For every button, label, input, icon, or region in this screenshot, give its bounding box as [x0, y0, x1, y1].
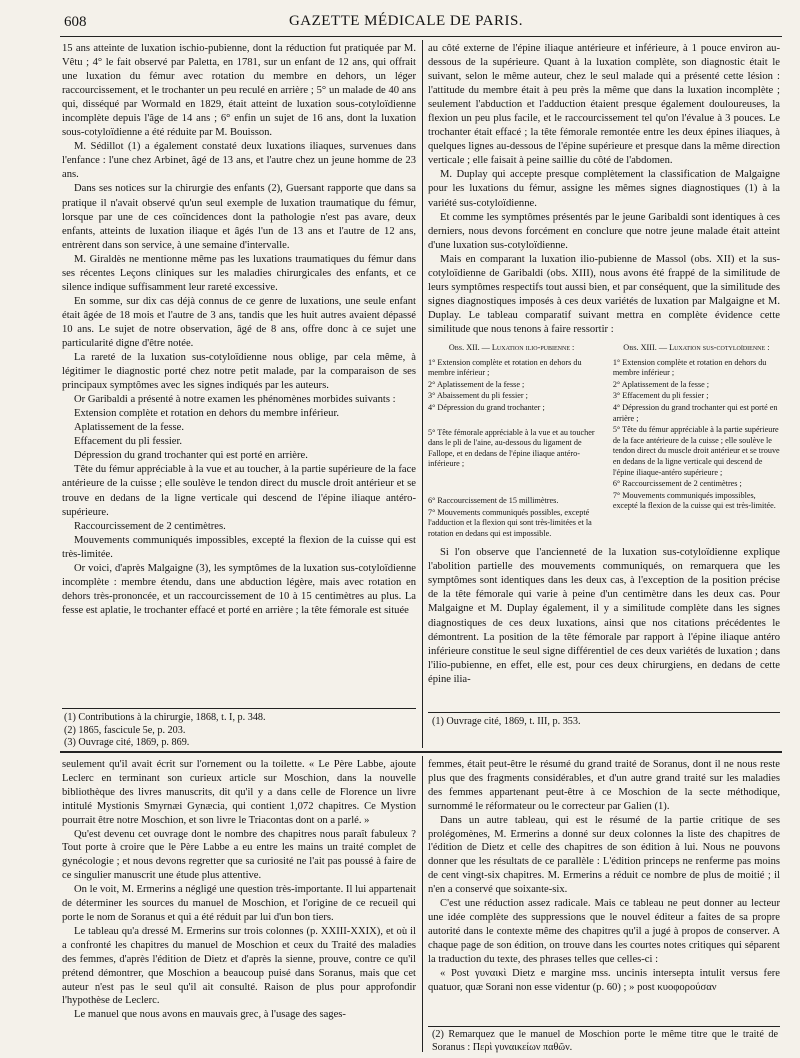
paragraph: seulement qu'il avait écrit sur l'ornement ou la toilette. « Le Père Labbe, ajoute Leclerc en terminant son curieux article sur Moschion, dans la nouvelle bibliothèque des livres manuscrits, dit qu'il y a dans celle de Florence un livre intitulé Mystionis Smyrnæi Gynæcia, qui contient 1,072 chapitres. Ce Mystion pourrait être notre Moschion, et son livre le Triacontas dont on a parlé. » — [62, 759, 416, 826]
footnote-rule-lower-right — [428, 1026, 780, 1027]
footnote: (2) 1865, fascicule 5e, p. 203. — [64, 724, 186, 736]
upper-left-footnotes — [64, 712, 414, 750]
table-row: 4° Dépression du grand trochanter qui est porté en arrière ; — [612, 402, 778, 423]
table-row: 2° Aplatissement de la fesse ; — [428, 379, 525, 389]
footnote: (1) Contributions à la chirurgie, 1868, t. I, p. 348. — [64, 712, 266, 723]
paragraph: Le manuel que nous avons en mauvais grec, à l'usage des sages- — [74, 1009, 346, 1021]
table-row: 3° Effacement du pli fessier ; — [612, 391, 709, 401]
paragraph: On le voit, M. Ermerins a négligé une question très-importante. Il lui appartenait de déterminer les sources du manuel de Moschion, et l'origine de ce recueil qui porte le nom de Soranus et qui a été réduit par lui d'un bon tiers. — [62, 884, 416, 923]
upper-left-column — [62, 42, 416, 618]
paragraph: En somme, sur dix cas déjà connus de ce genre de luxations, une seule enfant était âgée de 18 mois et l'autre de 3 ans, tandis que les huit autres avaient dépassé 10 ans. Le sujet de notre observation, âgé de 8 ans, offre donc à ce sujet une particularité digne d'être notée. — [62, 295, 416, 349]
paragraph: M. Duplay qui accepte presque complètement la classification de Malgaigne pour les luxations du fémur, assigne les mêmes signes diagnostiques (1) à la variété sus-cotyloïdienne. — [428, 169, 780, 209]
upper-right-column — [428, 42, 780, 687]
paragraph: M. Sédillot (1) a également constaté deux luxations iliaques, survenues dans l'enfance : l'une chez Arbinet, âgé de 13 ans, et l'autre chez un jeune homme de 23 ans. — [62, 141, 416, 181]
comparison-table — [428, 343, 780, 540]
lower-left-column — [62, 758, 416, 1022]
paragraph: Mais en comparant la luxation ilio-pubienne de Massol (obs. XII) et la sus-cotyloïdienne de Garibaldi (obs. XIII), nous avons été frappé de la similitude de leurs symptômes respectifs tout aussi bien, et par conséquent, que la similitude des signes diagnostiques imposés à ces deux variétés de luxation par Malgaigne et M. Duplay. Le tableau comparatif suivant mettra en complète évidence cette similitude que nous tenons à faire ressortir : — [428, 253, 780, 335]
paragraph: Et comme les symptômes présentés par le jeune Garibaldi sont identiques à ces derniers, nous devons forcément en conclure que notre jeune malade était atteint d'une luxation sus-cotyloïdienne. — [428, 211, 780, 251]
table-row: 3° Abaissement du pli fessier ; — [428, 391, 528, 401]
table-row: 5° Tête fémorale appréciable à la vue et au toucher dans le pli de l'aine, au-dessous du ligament de Fallope, et en dedans de l'épine iliaque antéro-inférieure ; — [428, 427, 595, 469]
symptom-line: Effacement du pli fessier. — [74, 436, 183, 448]
table-row: 1° Extension complète et rotation en dehors du membre inférieur ; — [428, 357, 582, 378]
table-row: 6° Raccourcissement de 2 centimètres ; — [612, 479, 742, 489]
paragraph: Le tableau qu'a dressé M. Ermerins sur trois colonnes (p. XXIII-XXIX), et où il a confronté les chapitres du manuel de Moschion et ceux du Traité des maladies des femmes, d'après l'édition de Dietz et d'après la sienne, prouve, contre ce qu'il prétend démontrer, que Moschion a beaucoup puisé dans Soranus, mais que cet auteur n'est pas le seul qu'il ait consulté. Raison de plus pour approfondir l'hypothèse de Leclerc. — [62, 925, 416, 1007]
table-row: 7° Mouvements communiqués possibles, excepté l'adduction et la flexion qui sont très-limitées et la rotation en dedans qui est impossible. — [428, 507, 592, 538]
paragraph: Dans ses notices sur la chirurgie des enfants (2), Guersant rapporte que dans sa pratique il n'avait observé qu'un seul exemple de luxation traumatique du fémur, lorsque par une de ces coïncidences dont la pathologie n'est pas avare, deux enfants, atteints de luxation iliaque et âgés l'un de 13 ans et l'autre de 12 ans, entrèrent dans son service, à une semaine d'intervalle. — [62, 183, 416, 251]
column-divider-lower — [422, 756, 423, 1052]
table-column-obs-xii — [428, 343, 595, 540]
footnote: (2) Remarquez que le manuel de Moschion porte le même titre que le traité de Soranus : Περὶ γυναικείων παθῶν. — [432, 1029, 778, 1053]
paragraph: Qu'est devenu cet ouvrage dont le nombre des chapitres nous paraît fabuleux ? Tout porte à croire que le Père Labbe a eu entre les mains un traité complet de gynécologie ; et nous devons regretter que sa curiosité ne l'ait pas poussé à faire de ce singulier manuscrit une étude plus attentive. — [62, 828, 416, 882]
paragraph: Or Garibaldi a présenté à notre examen les phénomènes morbides suivants : — [74, 394, 396, 406]
footnote: (1) Ouvrage cité, 1869, t. III, p. 353. — [432, 716, 581, 727]
page-number: 608 — [64, 14, 87, 30]
symptom-line: Dépression du grand trochanter qui est porté en arrière. — [74, 450, 308, 462]
paragraph: M. Giraldès ne mentionne même pas les luxations traumatiques du fémur dans ses récentes Leçons cliniques sur les maladies chirurgicales des enfants, et ce silence indique suffisamment leur rareté excessive. — [62, 253, 416, 293]
table-row: 1° Extension complète et rotation en dehors du membre inférieur ; — [612, 357, 767, 378]
paragraph: femmes, était peut-être le résumé du grand traité de Soranus, dont il ne nous reste plus que des fragments considérables, et d'un autre grand traité sur les maladies des femmes appartenant peut-être à ce Moschion de la secte méthodique, surnommé le réformateur ou le correcteur par Galien (1). — [428, 759, 780, 812]
upper-right-footnotes — [432, 716, 778, 729]
footnote-rule-right — [428, 712, 780, 713]
table-heading: Obs. XII. — Luxation ilio-pubienne : — [448, 342, 575, 352]
paragraph: « Post γυναικὶ Dietz e margine mss. uncinis intersepta intulit versus fere quatuor, quæ Sorani non esse videntur (p. 60) ; » post κυοφορούσαν — [428, 967, 780, 993]
paragraph: C'est une réduction assez radicale. Mais ce tableau ne peut donner au lecteur une idée complète des suppressions que le nouvel éditeur a faites de sa propre autorité dans le contexte même des chapitres qu'il a jugé à propos de conserver. A chaque page de son édition, on trouve dans les courtes notes critiques qui séparent la traduction du texte, des phrases telles que celles-ci : — [428, 898, 780, 965]
paragraph: La rareté de la luxation sus-cotyloïdienne nous oblige, par cela même, à légitimer le diagnostic porté chez notre petit malade, par la comparaison de ses principaux symptômes avec les signes indiqués par les auteurs. — [62, 352, 416, 392]
section-rule — [60, 751, 782, 753]
table-row: 2° Aplatissement de la fesse ; — [612, 379, 710, 389]
symptom-line: Raccourcissement de 2 centimètres. — [74, 520, 226, 532]
symptom-line: Mouvements communiqués impossibles, excepté la flexion de la cuisse qui est très-limitée. — [62, 534, 416, 560]
symptom-line: Extension complète et rotation en dehors du membre inférieur. — [74, 408, 340, 420]
page-header — [30, 8, 782, 30]
symptom-line: Aplatissement de la fesse. — [74, 422, 185, 434]
journal-title: GAZETTE MÉDICALE DE PARIS. — [288, 13, 524, 29]
paragraph: au côté externe de l'épine iliaque antérieure et inférieure, à 1 pouce environ au-dessous de la supérieure. Quant à la luxation complète, son diagnostic était le suivant, selon le même auteur, chez le seul malade qui a présenté cette lésion : l'attitude du membre était à peu près la même que dans la luxation incomplète ; seulement l'abduction et l'adduction étaient presque également douloureuses, la flexion un peu plus facile, et le raccourcissement tel qu'on l'évalue à 3 pouces. Le trochanter était effacé ; la tête fémorale remontée entre les deux épines iliaques, à quelques lignes au-dessous de l'épine supérieure et presque dans la même direction verticale ; elle faisait à peine saillie du côté de l'abdomen. — [428, 43, 780, 167]
table-row: 5° Tête du fémur appréciable à la partie supérieure de la face antérieure de la cuisse ; elle soulève le tendon direct du muscle droit antérieur et se trouve en dedans de la ligne verticale qui descend de l'épine iliaque-antéro supérieure ; — [612, 425, 780, 477]
symptom-line: Tête du fémur appréciable à la vue et au toucher, à la partie supérieure de la face antérieure de la cuisse ; elle soulève le tendon direct du muscle droit antérieur et se trouve en dedans de la ligne verticale qui descend de l'épine iliaque antéro-supérieure. — [62, 464, 416, 518]
table-row: 6° Raccourcissement de 15 millimètres. — [428, 495, 559, 505]
lower-right-footnotes — [432, 1029, 778, 1054]
paragraph: Or voici, d'après Malgaigne (3), les symptômes de la luxation sus-cotyloïdienne incomplète : membre étendu, dans une abduction légère, mais avec rotation en dehors très-prononcée, et un raccourcissement de 10 à 15 centimètres au plus. La fesse est aplatie, le trochanter effacé et porté en arrière ; la tête fémorale est située — [62, 562, 416, 616]
paragraph: Si l'on observe que l'ancienneté de la luxation sus-cotyloïdienne explique l'abolition partielle des mouvements communiqués, on remarquera que les symptômes sont identiques dans les deux cas, à l'exception de la position précise de la tête fémorale qui varie à peine d'un centimètre dans les deux cas. Pour Malgaigne et M. Duplay également, il y a similitude complète dans les signes diagnostiques de ces deux luxations, ainsi que nos citations précédentes le démontrent. La position de la tête fémorale par rapport à l'épine iliaque antéro inférieure constitue le seul signe différentiel de ces deux variétés de luxation ; dans l'ilio-pubienne, en effet, elle est, pour ces deux chirurgiens, en dedans de cette épine ilia- — [428, 547, 780, 685]
table-heading: Obs. XIII. — Luxation sus-cotyloïdienne : — [623, 342, 770, 352]
table-row: 4° Dépression du grand trochanter ; — [428, 402, 545, 412]
header-rule — [60, 36, 782, 37]
footnote-rule-left — [62, 708, 416, 709]
table-column-obs-xiii — [613, 343, 780, 540]
column-divider — [422, 40, 423, 748]
table-row: 7° Mouvements communiqués impossibles, excepté la flexion de la cuisse qui est très-limitée. — [612, 490, 776, 511]
paragraph: Dans un autre tableau, qui est le résumé de la partie critique de ses prolégomènes, M. Ermerins a donné sur deux colonnes la liste des chapitres de l'édition de Dietz et celle des chapitres de son édition à lui. Nous ne pouvons donner que les résultats de ce parallèle : L'édition princeps ne renferme pas moins de cent vingt-six chapitres. M. Ermerins a réduit ce nombre de plus de moitié ; il n'en a conservé que soixante-six. — [428, 814, 780, 896]
paragraph: 15 ans atteinte de luxation ischio-pubienne, dont la réduction fut pratiquée par M. Vêtu ; 4° le fait observé par Paletta, en 1781, sur un enfant de 12 ans, qui offrait une luxation du fémur avec rotation du membre en dehors, un léger raccourcissement, et le trochanter un peu reculé en arrière ; 5° un malade de 40 ans qui, disséqué par Wormald en 1829, était atteint de luxation sous-cotyloïdienne incomplète depuis l'âge de 14 ans ; 6° enfin un sujet de 16 ans, dont la luxation sous-cotyloïdienne a été réduite par M. Bouisson. — [62, 43, 416, 139]
lower-right-column — [428, 758, 780, 994]
footnote: (3) Ouvrage cité, 1869, p. 869. — [64, 737, 190, 749]
